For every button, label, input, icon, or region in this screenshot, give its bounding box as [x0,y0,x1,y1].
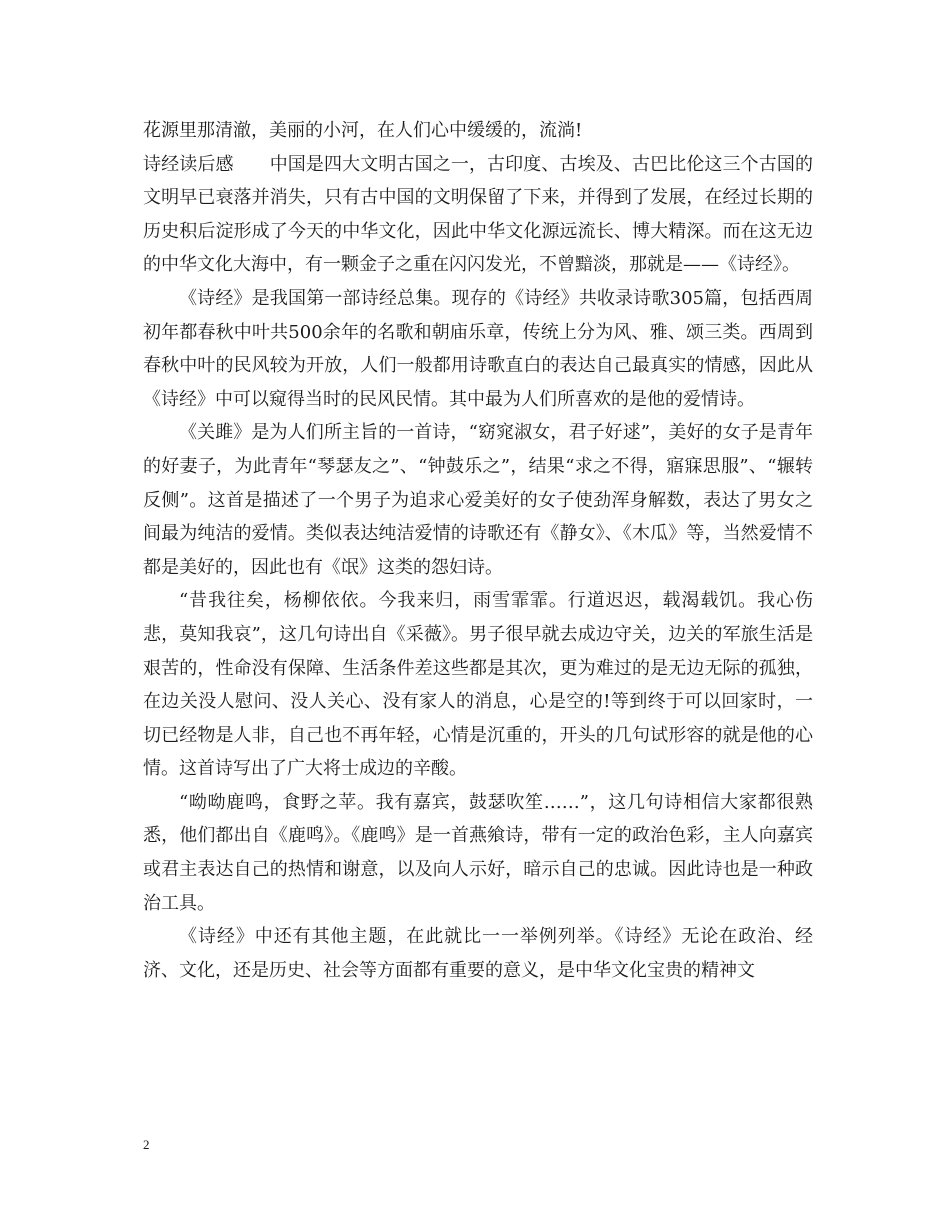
paragraph [143,786,813,920]
paragraph [143,416,813,584]
paragraph-text: “昔我往矣，杨柳依依。今我来归，雨雪霏霏。行道迟迟，载渴载饥。我心伤悲，莫知我哀”，这几句诗出自《采薇》。男子很早就去成边守关，边关的军旅生活是艰苦的，性命没有保障、生活条件差这些都是其次，更为难过的是无边无际的孤独，在边关没人慰问、没人关心、没有家人的消息，心是空的!等到终于可以回家时，一切已经物是人非，自己也不再年轻，心情是沉重的，开头的几句试形容的就是他的心情。这首诗写出了广大将士成边的辛酸。 [143,590,813,780]
page-number: 2 [143,1137,150,1152]
paragraph [143,920,813,987]
paragraph-continuation [143,114,813,148]
paragraph-text: “呦呦鹿鸣，食野之苹。我有嘉宾，鼓瑟吹笙……”，这几句诗相信大家都很熟悉，他们都出自《鹿鸣》。《鹿鸣》是一首燕飨诗，带有一定的政治色彩，主人向嘉宾或君主表达自己的热情和谢意，以及向人示好，暗示自己的忠诚。因此诗也是一种政治工具。 [143,791,813,914]
essay-title: 诗经读后感 [143,153,234,175]
paragraph [143,584,813,786]
paragraph-text: 《诗经》是我国第一部诗经总集。现存的《诗经》共收录诗歌305篇，包括西周初年都春秋中叶共500余年的名歌和朝庙乐章，传统上分为风、雅、颂三类。西周到春秋中叶的民风较为开放，人们一般都用诗歌直白的表达自己最真实的情感，因此从《诗经》中可以窥得当时的民风民情。其中最为人们所喜欢的是他的爱情诗。 [143,287,813,410]
paragraph-text: 《诗经》中还有其他主题，在此就比一一举例列举。《诗经》无论在政治、经济、文化，还是历史、社会等方面都有重要的意义，是中华文化宝贵的精神文 [143,926,813,981]
document-body [143,114,813,987]
paragraph [143,282,813,416]
paragraph-text: 花源里那清澈，美丽的小河，在人们心中缓缓的，流淌! [143,120,583,141]
paragraph-title [143,148,813,282]
paragraph-text: 中国是四大文明古国之一，古印度、古埃及、古巴比伦这三个古国的文明早已衰落并消失，只有古中国的文明保留了下来，并得到了发展，在经过长期的历史积后淀形成了今天的中华文化，因此中华文化源远流长、博大精深。而在这无边的中华文化大海中，有一颗金子之重在闪闪发光，不曾黯淡，那就是——《诗经》。 [143,153,814,276]
paragraph-text: 《关雎》是为人们所主旨的一首诗，“窈窕淑女，君子好逑”，美好的女子是青年的好妻子，为此青年“琴瑟友之”、“钟鼓乐之”，结果“求之不得，寤寐思服”、“辗转反侧”。这首是描述了一个男子为追求心爱美好的女子使劲浑身解数，表达了男女之间最为纯洁的爱情。类似表达纯洁爱情的诗歌还有《静女》、《木瓜》等，当然爱情不都是美好的，因此也有《氓》这类的怨妇诗。 [143,422,813,578]
